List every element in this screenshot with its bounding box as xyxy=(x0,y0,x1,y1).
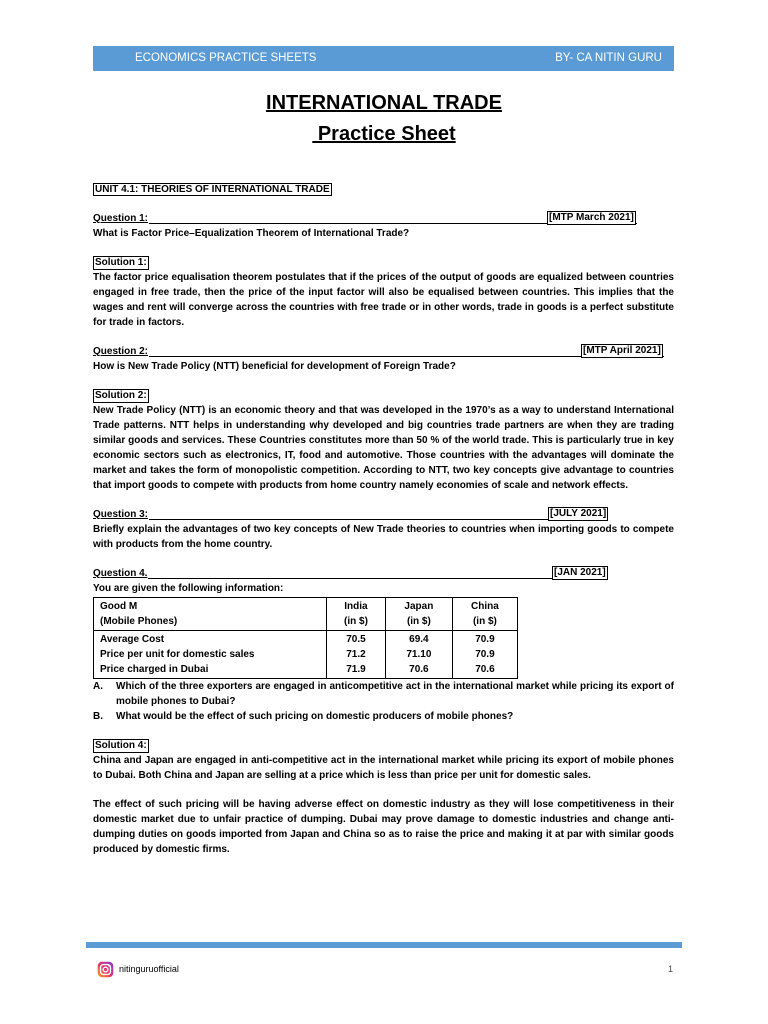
footer-handle: nitinguruofficial xyxy=(119,964,179,974)
question-3-source: [JULY 2021] xyxy=(550,508,607,519)
question-2-source: [MTP April 2021] xyxy=(583,345,661,356)
solution-2-text: New Trade Policy (NTT) is an economic theory and that was developed in the 1970’s as a way to understand International Trade patterns. NTT helps in understanding why developed and big countries trade partners are when they are trading similar goods and services. These Countries constitutes more than 50 % of the world trade. This is particularly true in key economic sectors such as electronics, IT, food and automotive. Those countries with the advantages will dominate the market and takes the form of monopolistic competition. According to NTT, two key concepts give advantage to countries that import goods to compete with products from home country namely economies of scale and network effects. xyxy=(93,405,674,491)
question-4-header xyxy=(93,566,674,581)
question-1-header xyxy=(93,211,674,226)
footer-line xyxy=(86,942,682,948)
solution-4-para-1: China and Japan are engaged in anti-competitive act in the international market while pricing its export of mobile phones to Dubai. Both China and Japan are selling at a price which is less than price per unit for domestic sales. xyxy=(93,755,674,781)
table-header-cell: China (in $) xyxy=(452,598,517,631)
solution-4-label: Solution 4: xyxy=(95,740,147,751)
document-title: INTERNATIONAL TRADE xyxy=(266,92,502,114)
header-left-text: ECONOMICS PRACTICE SHEETS xyxy=(135,52,317,64)
solution-2-label-row xyxy=(93,388,674,403)
question-2-header xyxy=(93,344,674,359)
unit-heading: UNIT 4.1: THEORIES OF INTERNATIONAL TRADE xyxy=(95,184,330,195)
table-header-cell: Japan (in $) xyxy=(385,598,452,631)
question-2-label: Question 2: xyxy=(93,346,149,357)
solution-1-label: Solution 1: xyxy=(95,257,147,268)
table-body xyxy=(94,631,518,679)
question-4-part-b: B. What would be the effect of such pricing on domestic producers of mobile phones? xyxy=(93,711,514,722)
content xyxy=(93,182,674,857)
solution-1-label-row xyxy=(93,255,674,270)
solution-4-label-row xyxy=(93,738,674,753)
question-3-header xyxy=(93,507,674,522)
table-header-row xyxy=(94,598,518,631)
question-3-text: Briefly explain the advantages of two key concepts of New Trade theories to countries when importing goods to compete with products from the home country. xyxy=(93,524,674,550)
document-subtitle: Practice Sheet xyxy=(312,123,456,145)
header-bar xyxy=(93,46,674,71)
question-1-label: Question 1: xyxy=(93,213,149,224)
header-right-text: BY- CA NITIN GURU xyxy=(555,52,662,64)
table-japan-values: 69.4 71.10 70.6 xyxy=(385,631,452,679)
question-1-source: [MTP March 2021] xyxy=(549,212,634,223)
table-header-cell: India (in $) xyxy=(327,598,386,631)
solution-1-text: The factor price equalisation theorem postulates that if the prices of the output of goods are equalized between countries engaged in free trade, then the price of the input factor will also be equalised between countries. This implies that the wages and rent will converge across the countries with free trade or in other words, trade in goods is a perfect substitute for trade in factors. xyxy=(93,272,674,328)
table-row-labels: Average Cost Price per unit for domestic sales Price charged in Dubai xyxy=(94,631,327,679)
solution-4-para-2: The effect of such pricing will be having adverse effect on domestic industry as they will lose competitiveness in their domestic market due to unfair practice of dumping. Dubai may prove damage to domestic industries and change anti-dumping duties on goods imported from Japan and China so as to raise the price and making it at par with similar goods produced by domestic firms. xyxy=(93,799,674,855)
page-number: 1 xyxy=(668,964,674,974)
question-3-label: Question 3: xyxy=(93,509,149,520)
question-4-source: [JAN 2021] xyxy=(554,567,606,578)
question-4-part-a: A. Which of the three exporters are engaged in anticompetitive act in the international market while pricing its export of mobile phones to Dubai? xyxy=(93,681,674,707)
question-2-text: How is New Trade Policy (NTT) beneficial for development of Foreign Trade? xyxy=(93,361,456,372)
question-1-text: What is Factor Price–Equalization Theorem of International Trade? xyxy=(93,228,410,239)
instagram-icon xyxy=(97,961,114,978)
table-china-values: 70.9 70.9 70.6 xyxy=(452,631,517,679)
question-4-intro: You are given the following information: xyxy=(93,583,284,594)
table-header-cell: Good M (Mobile Phones) xyxy=(94,598,327,631)
price-table xyxy=(93,597,518,679)
question-4-label: Question 4. xyxy=(93,568,148,579)
table-india-values: 70.5 71.2 71.9 xyxy=(327,631,386,679)
solution-2-label: Solution 2: xyxy=(95,390,147,401)
